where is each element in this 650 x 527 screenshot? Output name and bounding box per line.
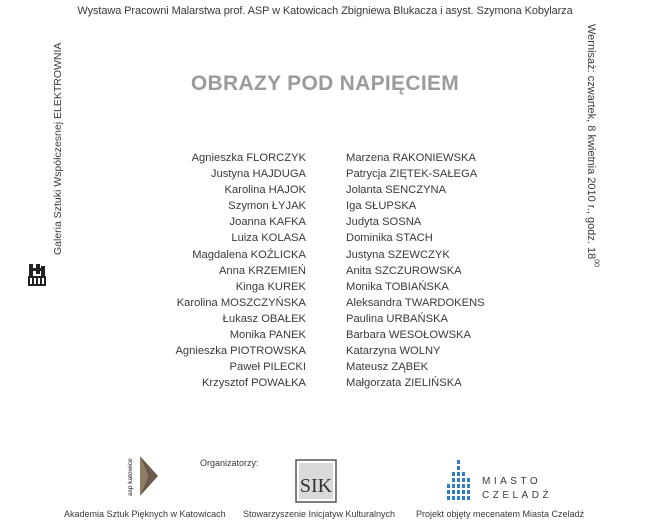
artist-name: Judyta SOSNA: [346, 216, 422, 229]
artist-name: Joanna KAFKA: [229, 216, 306, 229]
artist-name: Magdalena KOŹLICKA: [192, 248, 306, 261]
artist-name: Marzena RAKONIEWSKA: [346, 152, 476, 164]
sik-logo-text: SIK: [299, 475, 333, 497]
elektrownia-logo-icon: [27, 262, 47, 288]
artist-name: Katarzyna WOLNY: [346, 345, 441, 358]
artist-name: Agnieszka PIOTROWSKA: [175, 345, 306, 358]
artist-name: Agnieszka FLORCZYK: [191, 152, 306, 164]
artist-name: Anita SZCZUROWSKA: [346, 264, 462, 277]
artist-name: Kinga KUREK: [235, 280, 306, 293]
artists-left-column: [120, 150, 306, 391]
czeladz-logo-line1: MIASTO: [482, 476, 542, 487]
czeladz-footer-label: Projekt objęty mecenatem Miasta Czeladź: [416, 509, 585, 519]
asp-footer-label: Akademia Sztuk Pięknych w Katowicach: [64, 509, 226, 519]
artist-name: Luiza KOLASA: [231, 232, 306, 245]
artist-name: Łukasz OBAŁEK: [222, 312, 306, 325]
artist-name: Karolina MOSZCZYŃSKA: [176, 296, 306, 309]
artist-name: Szymon ŁYJAK: [228, 200, 306, 213]
sik-logo-icon: [294, 458, 338, 504]
artist-name: Paulina URBAŃSKA: [346, 312, 448, 325]
sik-footer-label: Stowarzyszenie Inicjatyw Kulturalnych: [243, 509, 396, 519]
artist-name: Jolanta SENCZYNA: [346, 184, 447, 197]
czeladz-logo-line2: CZELADŹ: [482, 490, 553, 501]
organizers-label: Organizatorzy:: [200, 458, 259, 468]
artist-name: Krzysztof POWAŁKA: [201, 377, 306, 390]
opening-date-vertical: [585, 24, 600, 267]
opening-date-text: Wernisaż: czwartek, 8 kwietnia 2010 r., godz. 18: [585, 24, 597, 260]
opening-time-superscript: 00: [592, 259, 600, 267]
exhibition-header: Wystawa Pracowni Malarstwa prof. ASP w Katowicach Zbigniewa Blukacza i asyst. Szymona Kobylarza: [77, 5, 573, 17]
exhibition-title: OBRAZY POD NAPIĘCIEM: [190, 72, 460, 95]
artist-name: Barbara WESOŁOWSKA: [346, 329, 471, 342]
artist-name: Justyna SZEWCZYK: [346, 248, 450, 261]
artist-name: Monika TOBIAŃSKA: [346, 280, 449, 293]
artist-name: Małgorzata ZIELIŃSKA: [346, 377, 462, 390]
artist-name: Monika PANEK: [229, 329, 306, 342]
artist-name: Aleksandra TWARDOKENS: [346, 296, 485, 309]
artist-name: Iga SŁUPSKA: [346, 200, 417, 213]
artist-name: Mateusz ZĄBEK: [346, 361, 429, 374]
artist-name: Karolina HAJOK: [224, 184, 306, 197]
artist-name: Paweł PILECKI: [229, 361, 306, 374]
artist-name: Patrycja ZIĘTEK-SAŁEGA: [346, 168, 478, 181]
artist-name: Anna KRZEMIEŃ: [218, 264, 306, 277]
artists-right-column: [346, 150, 546, 391]
asp-logo-text: asp katowice: [127, 458, 134, 496]
artist-name: Justyna HAJDUGA: [210, 168, 306, 181]
asp-katowice-logo-icon: [118, 452, 162, 500]
artist-name: Dominika STACH: [346, 232, 433, 245]
gallery-name-vertical: Galeria Sztuki Współczesnej ELEKTROWNIA: [52, 42, 64, 255]
